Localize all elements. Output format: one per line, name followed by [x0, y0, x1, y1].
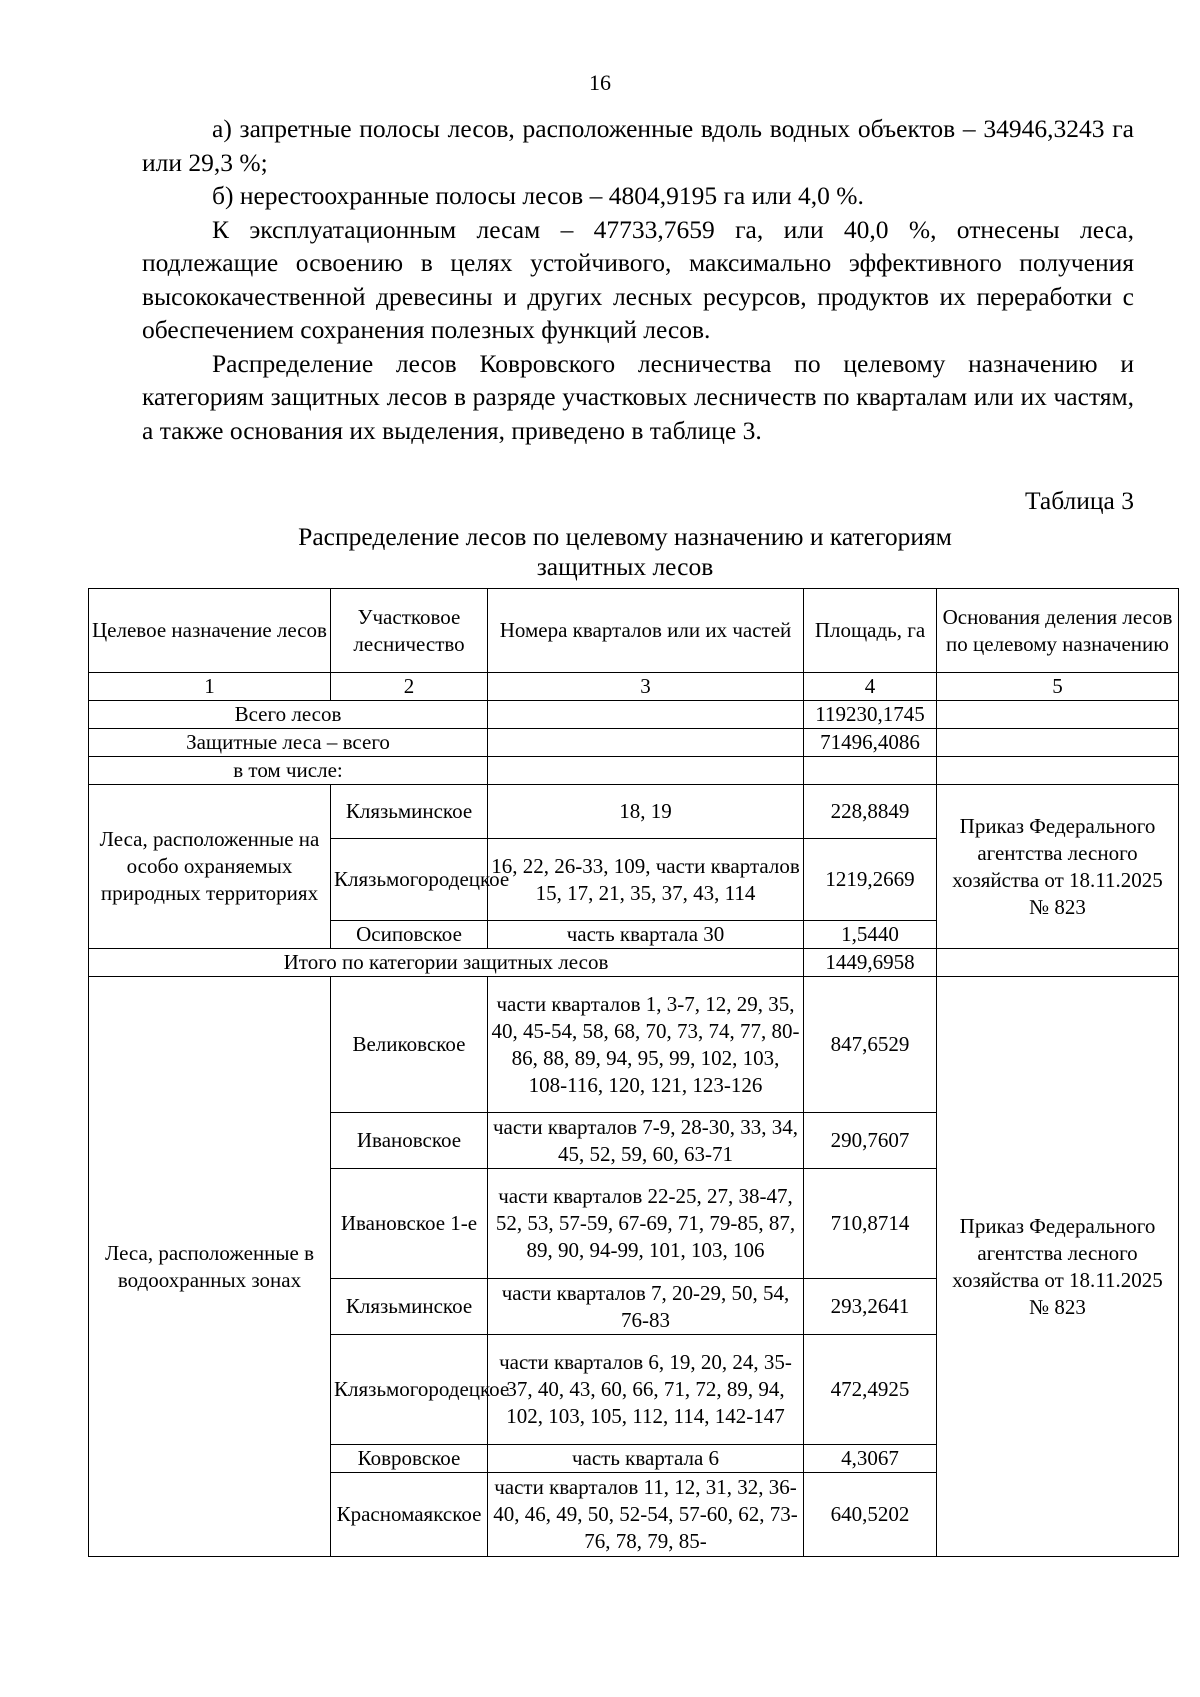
- forestry-name: Клязьминское: [331, 785, 488, 839]
- forestry-name: Клязьмогородецкое: [331, 1335, 488, 1445]
- forest-distribution-table: [88, 588, 1179, 1557]
- area: 4,3067: [804, 1445, 937, 1473]
- header-forestry: Участковое лесничество: [331, 589, 488, 673]
- table-row: [89, 977, 1179, 1113]
- table-title-line-2: защитных лесов: [536, 552, 714, 581]
- empty-cell: [488, 701, 804, 729]
- header-quarters: Номера кварталов или их частей: [488, 589, 804, 673]
- protective-label: Защитные леса – всего: [89, 729, 488, 757]
- forestry-name: Ковровское: [331, 1445, 488, 1473]
- column-number: 2: [331, 673, 488, 701]
- protective-row: [89, 729, 1179, 757]
- table-title-line-1: Распределение лесов по целевому назначению и категориям: [298, 522, 952, 551]
- forestry-name: Клязьмогородецкое: [331, 839, 488, 921]
- area: 710,8714: [804, 1169, 937, 1279]
- category-oopt: Леса, расположенные на особо охраняемых природных территориях: [89, 785, 331, 949]
- area: 228,8849: [804, 785, 937, 839]
- basis-water: Приказ Федерального агентства лесного хозяйства от 18.11.2025 № 823: [937, 977, 1179, 1557]
- quarters: часть квартала 30: [488, 921, 804, 949]
- category-water: Леса, расположенные в водоохранных зонах: [89, 977, 331, 1557]
- basis-oopt: Приказ Федерального агентства лесного хозяйства от 18.11.2025 № 823: [937, 785, 1179, 949]
- header-row: [89, 589, 1179, 673]
- body-text: [142, 112, 1134, 447]
- quarters: части кварталов 7-9, 28-30, 33, 34, 45, 52, 59, 60, 63-71: [488, 1113, 804, 1169]
- quarters: части кварталов 22-25, 27, 38-47, 52, 53, 57-59, 67-69, 71, 79-85, 87, 89, 90, 94-99, 101, 103, 106: [488, 1169, 804, 1279]
- total-area: 119230,1745: [804, 701, 937, 729]
- page-number: 16: [589, 70, 611, 95]
- area: 472,4925: [804, 1335, 937, 1445]
- empty-cell: [804, 757, 937, 785]
- area: 640,5202: [804, 1473, 937, 1557]
- area: 293,2641: [804, 1279, 937, 1335]
- quarters: 16, 22, 26-33, 109, части кварталов 15, 17, 21, 35, 37, 43, 114: [488, 839, 804, 921]
- protective-area: 71496,4086: [804, 729, 937, 757]
- empty-cell: [937, 757, 1179, 785]
- area: 847,6529: [804, 977, 937, 1113]
- area: 290,7607: [804, 1113, 937, 1169]
- including-label: в том числе:: [89, 757, 488, 785]
- area: 1219,2669: [804, 839, 937, 921]
- header-basis: Основания деления лесов по целевому назначению: [937, 589, 1179, 673]
- paragraph-exploitation-forests: К эксплуатационным лесам – 47733,7659 га, или 40,0 %, отнесены леса, подлежащие освоению в целях устойчивого, максимально эффективного получения высококачественной древесины и других лесных ресурсов, продуктов их переработки с обеспечением сохранения полезных функций лесов.: [142, 214, 1134, 344]
- table-title: [200, 522, 1050, 582]
- quarters: части кварталов 11, 12, 31, 32, 36-40, 46, 49, 50, 52-54, 57-60, 62, 73-76, 78, 79, 85-: [488, 1473, 804, 1557]
- paragraph-prohibited-strips: а) запретные полосы лесов, расположенные вдоль водных объектов – 34946,3243 га или 29,3 %;: [142, 114, 1134, 177]
- empty-cell: [488, 729, 804, 757]
- column-number: 1: [89, 673, 331, 701]
- area: 1,5440: [804, 921, 937, 949]
- subtotal-label: Итого по категории защитных лесов: [89, 949, 804, 977]
- quarters: части кварталов 7, 20-29, 50, 54, 76-83: [488, 1279, 804, 1335]
- quarters: 18, 19: [488, 785, 804, 839]
- forestry-name: Ивановское 1-е: [331, 1169, 488, 1279]
- total-label: Всего лесов: [89, 701, 488, 729]
- forestry-name: Ивановское: [331, 1113, 488, 1169]
- empty-cell: [937, 729, 1179, 757]
- forestry-name: Красномаякское: [331, 1473, 488, 1557]
- column-number: 5: [937, 673, 1179, 701]
- header-area: Площадь, га: [804, 589, 937, 673]
- header-purpose: Целевое назначение лесов: [89, 589, 331, 673]
- empty-cell: [937, 701, 1179, 729]
- column-numbers-row: [89, 673, 1179, 701]
- subtotal-row: [89, 949, 1179, 977]
- table-row: [89, 785, 1179, 839]
- column-number: 4: [804, 673, 937, 701]
- quarters: части кварталов 6, 19, 20, 24, 35-37, 40, 43, 60, 66, 71, 72, 89, 94, 102, 103, 105, 112, 114, 142-147: [488, 1335, 804, 1445]
- empty-cell: [937, 949, 1179, 977]
- column-number: 3: [488, 673, 804, 701]
- forestry-name: Клязьминское: [331, 1279, 488, 1335]
- forestry-name: Осиповское: [331, 921, 488, 949]
- subtotal-area: 1449,6958: [804, 949, 937, 977]
- quarters: части кварталов 1, 3-7, 12, 29, 35, 40, 45-54, 58, 68, 70, 73, 74, 77, 80-86, 88, 89, 94, 95, 99, 102, 103, 108-116, 120, 121, 123-126: [488, 977, 804, 1113]
- quarters: часть квартала 6: [488, 1445, 804, 1473]
- empty-cell: [488, 757, 804, 785]
- paragraph-spawning-strips: б) нерестоохранные полосы лесов – 4804,9195 га или 4,0 %.: [212, 181, 864, 210]
- forestry-name: Великовское: [331, 977, 488, 1113]
- total-row: [89, 701, 1179, 729]
- table-label: Таблица 3: [1024, 486, 1134, 515]
- paragraph-distribution: Распределение лесов Ковровского лесничества по целевому назначению и категориям защитных лесов в разряде участковых лесничеств по кварталам или их частям, а также основания их выделения, приведено в таблице 3.: [142, 348, 1134, 445]
- including-row: [89, 757, 1179, 785]
